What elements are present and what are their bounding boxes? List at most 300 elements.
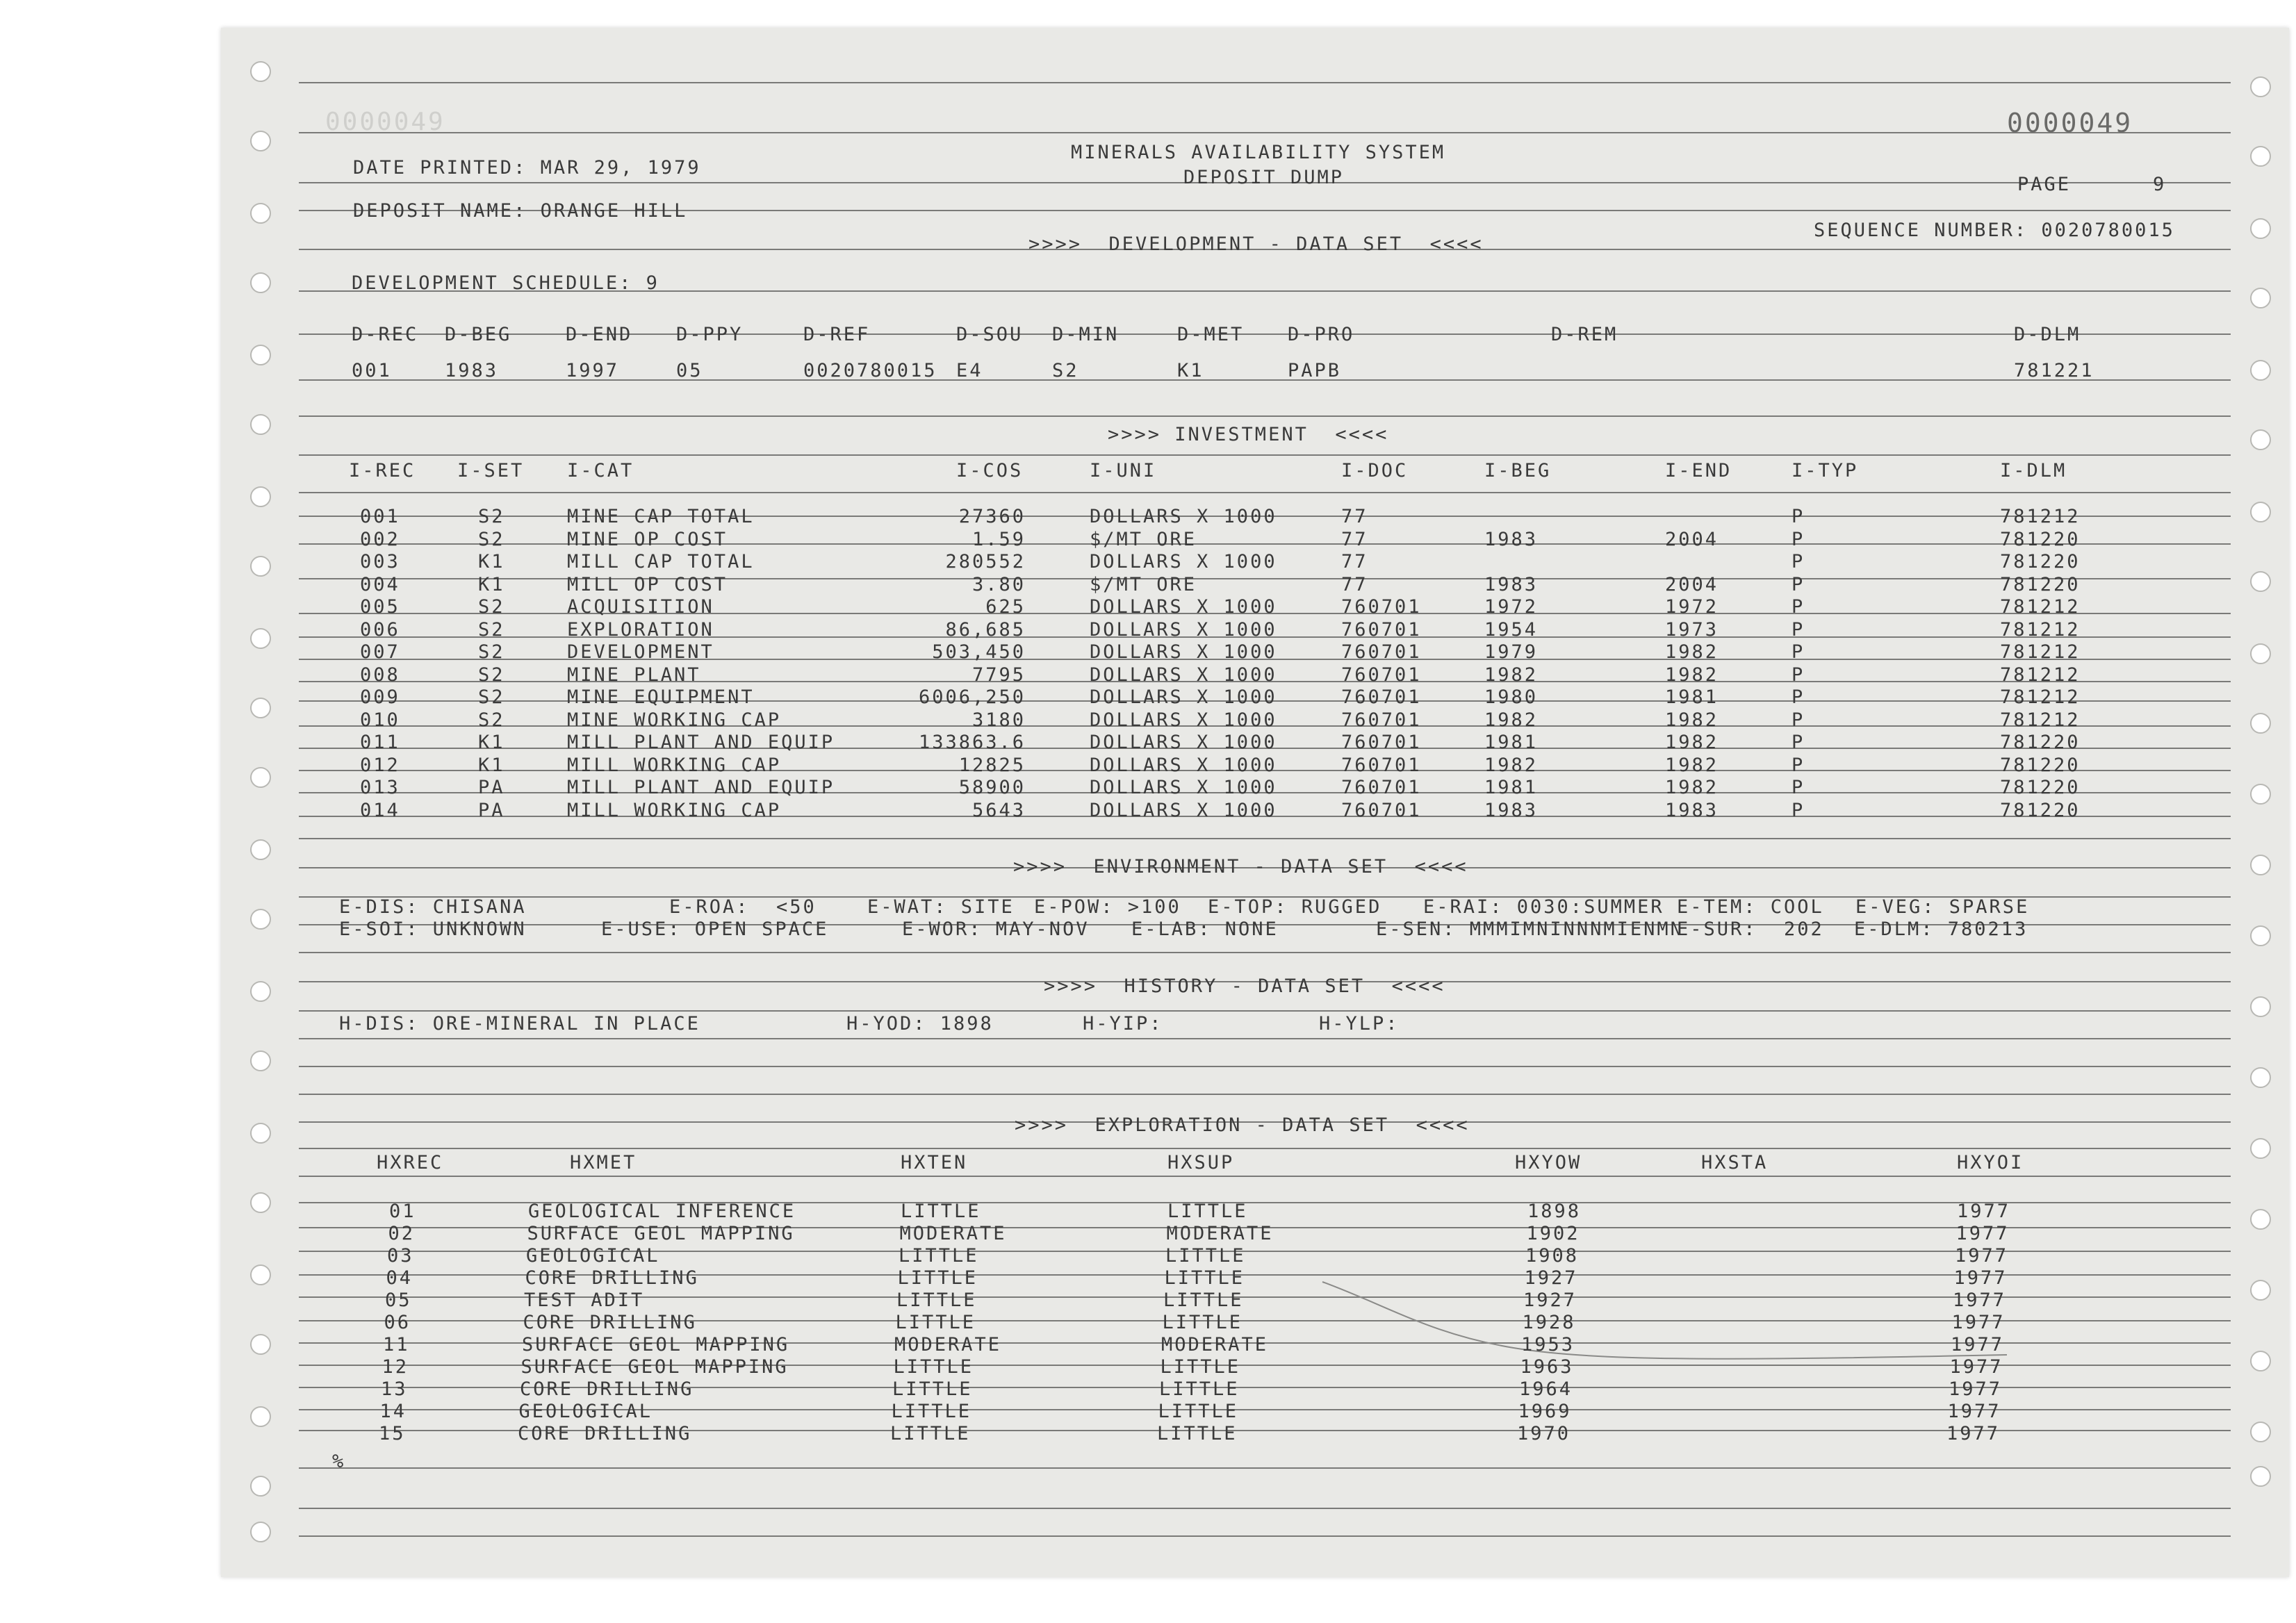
development-cell: PAPB	[1288, 360, 1342, 381]
investment-cell: $/MT ORE	[1090, 573, 1197, 595]
page-number: 9	[2153, 174, 2167, 195]
exploration-cell: LITTLE	[1164, 1267, 1245, 1289]
exploration-cell: MODERATE	[1166, 1223, 1274, 1244]
investment-cell: 1972	[1484, 596, 1539, 618]
investment-cell: P	[1791, 732, 1805, 753]
feed-hole	[250, 698, 271, 718]
investment-cell: 781220	[2000, 551, 2081, 572]
exploration-cell: SURFACE GEOL MAPPING	[527, 1223, 795, 1244]
exploration-cell: MODERATE	[1161, 1334, 1269, 1356]
investment-column-header: I-CAT	[567, 460, 634, 481]
investment-cell: 1982	[1665, 777, 1719, 798]
exploration-cell: 1977	[1953, 1290, 2007, 1311]
exploration-cell: 14	[379, 1401, 407, 1422]
ruled-line	[299, 1066, 2231, 1067]
investment-cell: DEVELOPMENT	[567, 641, 714, 663]
control-number: 0000049	[2007, 108, 2133, 138]
investment-cell: 1982	[1665, 709, 1719, 731]
investment-section-title: >>>> INVESTMENT <<<<	[1108, 424, 1389, 445]
exploration-cell: 1927	[1524, 1267, 1578, 1289]
investment-cell: 1983	[1484, 573, 1539, 595]
investment-cell: EXPLORATION	[567, 618, 714, 641]
environment-field: E-SUR: 202	[1677, 918, 1824, 940]
investment-cell: MINE EQUIPMENT	[567, 686, 755, 708]
sequence-number: SEQUENCE NUMBER: 0020780015	[1814, 220, 2175, 241]
investment-cell: MILL WORKING CAP	[567, 799, 782, 821]
investment-cell: 1982	[1665, 641, 1719, 663]
development-column-header: D-DLM	[2014, 324, 2081, 345]
investment-cell: K1	[478, 573, 505, 595]
investment-column-header: I-SET	[457, 460, 525, 481]
investment-cell: 1982	[1484, 709, 1539, 731]
investment-cell: 1982	[1484, 754, 1539, 776]
feed-hole	[2250, 1209, 2271, 1230]
exploration-cell: LITTLE	[893, 1356, 974, 1378]
investment-cell: 009	[360, 686, 400, 708]
ruled-line	[299, 1038, 2231, 1039]
exploration-cell: GEOLOGICAL	[526, 1245, 660, 1267]
investment-cell: 781220	[2000, 732, 2081, 753]
printout-page	[221, 28, 2289, 1577]
exploration-cell: LITTLE	[897, 1267, 978, 1289]
exploration-cell: 15	[379, 1423, 406, 1444]
exploration-cell: LITTLE	[1163, 1290, 1244, 1311]
development-column-header: D-END	[566, 324, 633, 345]
exploration-cell: LITTLE	[1159, 1378, 1240, 1400]
investment-cell: 781212	[2000, 709, 2081, 731]
feed-hole	[2250, 76, 2271, 97]
investment-cell: MILL WORKING CAP	[567, 754, 782, 776]
exploration-cell: 04	[386, 1267, 413, 1289]
environment-field: E-TEM: COOL	[1677, 896, 1824, 918]
development-column-header: D-REC	[352, 324, 419, 345]
feed-hole	[250, 1264, 271, 1285]
investment-cell: 1981	[1484, 777, 1539, 798]
investment-cell: 760701	[1341, 754, 1422, 776]
exploration-cell: 05	[385, 1290, 412, 1311]
investment-cell: DOLLARS X 1000	[1090, 754, 1277, 776]
investment-cell: 011	[360, 732, 400, 753]
investment-cell: P	[1791, 709, 1805, 731]
investment-cell: 1980	[1484, 686, 1539, 708]
exploration-cell: CORE DRILLING	[518, 1423, 692, 1444]
investment-cell: 781220	[2000, 573, 2081, 595]
exploration-cell: LITTLE	[1157, 1423, 1238, 1444]
investment-cell: S2	[478, 709, 505, 731]
investment-cell: 7795	[971, 664, 1026, 686]
investment-cell: P	[1791, 799, 1805, 821]
investment-cell: 760701	[1341, 686, 1422, 708]
feed-hole	[250, 909, 271, 930]
investment-column-header: I-COS	[956, 460, 1024, 481]
exploration-cell: GEOLOGICAL INFERENCE	[528, 1201, 796, 1222]
development-cell: K1	[1177, 360, 1204, 381]
development-column-header: D-REF	[803, 324, 871, 345]
investment-cell: K1	[478, 551, 505, 572]
feed-hole	[2250, 1067, 2271, 1088]
investment-cell: 002	[360, 528, 400, 550]
investment-cell: 1982	[1665, 664, 1719, 686]
investment-cell: DOLLARS X 1000	[1090, 618, 1277, 641]
environment-field: E-RAI: 0030:SUMMER	[1423, 896, 1664, 918]
investment-cell: S2	[478, 686, 505, 708]
development-cell: 781221	[2014, 360, 2094, 381]
exploration-cell: 1977	[1951, 1334, 2005, 1356]
investment-cell: 008	[360, 664, 400, 686]
feed-hole	[250, 131, 271, 151]
investment-cell: S2	[478, 596, 505, 618]
environment-field: E-USE: OPEN SPACE	[601, 918, 829, 940]
exploration-cell: 1977	[1949, 1378, 2003, 1400]
feed-hole	[2250, 643, 2271, 664]
investment-cell: 781212	[2000, 641, 2081, 663]
faded-control-number: 0000049	[325, 108, 445, 136]
feed-hole	[2250, 218, 2271, 239]
exploration-cell: LITTLE	[892, 1378, 973, 1400]
investment-cell: MILL CAP TOTAL	[567, 551, 755, 572]
exploration-cell: LITTLE	[1162, 1312, 1243, 1333]
investment-cell: MINE CAP TOTAL	[567, 506, 755, 527]
investment-cell: 5643	[971, 799, 1026, 821]
investment-cell: MILL PLANT AND EQUIP	[567, 777, 835, 798]
ruled-line	[299, 1010, 2231, 1012]
date-printed: DATE PRINTED: MAR 29, 1979	[353, 157, 701, 179]
exploration-cell: 06	[384, 1312, 411, 1333]
investment-cell: 781220	[2000, 528, 2081, 550]
investment-cell: 005	[360, 596, 400, 618]
feed-hole	[2250, 360, 2271, 381]
ruled-line	[299, 82, 2231, 83]
feed-hole	[2250, 1351, 2271, 1371]
investment-cell: P	[1791, 506, 1805, 527]
exploration-cell: 1977	[1957, 1201, 2011, 1222]
exploration-cell: LITTLE	[891, 1401, 972, 1422]
history-field: H-DIS: ORE-MINERAL IN PLACE	[339, 1013, 700, 1035]
investment-cell: DOLLARS X 1000	[1090, 732, 1277, 753]
investment-cell: 760701	[1341, 732, 1422, 753]
feed-hole	[2250, 855, 2271, 875]
investment-cell: 1983	[1484, 528, 1539, 550]
investment-cell: 1981	[1484, 732, 1539, 753]
exploration-cell: LITTLE	[895, 1312, 976, 1333]
investment-cell: 1972	[1665, 596, 1719, 618]
development-column-header: D-MIN	[1052, 324, 1120, 345]
investment-cell: 760701	[1341, 641, 1422, 663]
investment-cell: DOLLARS X 1000	[1090, 686, 1277, 708]
feed-hole	[250, 1334, 271, 1355]
investment-cell: P	[1791, 551, 1805, 572]
exploration-cell: 1928	[1522, 1312, 1576, 1333]
investment-cell: 760701	[1341, 709, 1422, 731]
investment-cell: 760701	[1341, 664, 1422, 686]
investment-cell: 1983	[1665, 799, 1719, 821]
environment-field: E-POW: >100	[1034, 896, 1181, 918]
investment-cell: 013	[360, 777, 400, 798]
feed-hole	[250, 61, 271, 82]
investment-cell: 001	[360, 506, 400, 527]
development-section-title: >>>> DEVELOPMENT - DATA SET <<<<	[1028, 233, 1484, 255]
investment-cell: K1	[478, 732, 505, 753]
investment-cell: P	[1791, 686, 1805, 708]
investment-cell: $/MT ORE	[1090, 528, 1197, 550]
investment-cell: P	[1791, 596, 1805, 618]
investment-cell: P	[1791, 618, 1805, 641]
investment-cell: S2	[478, 664, 505, 686]
investment-cell: P	[1791, 777, 1805, 798]
feed-hole	[2250, 571, 2271, 592]
feed-hole	[2250, 288, 2271, 308]
development-column-header: D-SOU	[956, 324, 1024, 345]
environment-section-title: >>>> ENVIRONMENT - DATA SET <<<<	[1013, 856, 1468, 878]
investment-column-header: I-END	[1665, 460, 1732, 481]
report-title: DEPOSIT DUMP	[1183, 167, 1345, 188]
exploration-cell: 02	[388, 1223, 416, 1244]
exploration-cell: 1977	[1955, 1223, 2010, 1244]
ruled-line	[299, 1176, 2231, 1177]
exploration-cell: 01	[389, 1201, 416, 1222]
feed-hole	[2250, 1138, 2271, 1159]
investment-cell: DOLLARS X 1000	[1090, 709, 1277, 731]
exploration-cell: TEST ADIT	[524, 1290, 645, 1311]
development-cell: 001	[352, 360, 392, 381]
feed-hole	[250, 486, 271, 507]
feed-hole	[250, 628, 271, 649]
investment-cell: 781220	[2000, 799, 2081, 821]
investment-cell: 12825	[958, 754, 1026, 776]
investment-cell: 77	[1341, 528, 1368, 550]
deposit-name: DEPOSIT NAME: ORANGE HILL	[353, 200, 688, 222]
investment-cell: 007	[360, 641, 400, 663]
investment-cell: 1.59	[971, 528, 1026, 550]
feed-hole	[250, 345, 271, 365]
investment-cell: 781220	[2000, 777, 2081, 798]
development-column-header: D-MET	[1177, 324, 1245, 345]
exploration-cell: 1969	[1518, 1401, 1572, 1422]
exploration-cell: LITTLE	[1165, 1245, 1246, 1267]
investment-cell: 1982	[1484, 664, 1539, 686]
investment-cell: MINE WORKING CAP	[567, 709, 782, 731]
investment-cell: DOLLARS X 1000	[1090, 664, 1277, 686]
investment-cell: 77	[1341, 506, 1368, 527]
ruled-line	[299, 1467, 2231, 1469]
exploration-cell: GEOLOGICAL	[518, 1401, 653, 1422]
development-schedule: DEVELOPMENT SCHEDULE: 9	[352, 272, 659, 294]
history-section-title: >>>> HISTORY - DATA SET <<<<	[1044, 975, 1445, 997]
investment-cell: DOLLARS X 1000	[1090, 596, 1277, 618]
development-column-header: D-PPY	[676, 324, 744, 345]
investment-cell: P	[1791, 573, 1805, 595]
exploration-cell: 03	[387, 1245, 414, 1267]
investment-cell: 781212	[2000, 596, 2081, 618]
investment-cell: K1	[478, 754, 505, 776]
exploration-cell: 1977	[1947, 1401, 2001, 1422]
exploration-cell: LITTLE	[901, 1201, 981, 1222]
investment-cell: 012	[360, 754, 400, 776]
investment-cell: S2	[478, 506, 505, 527]
feed-hole	[2250, 429, 2271, 450]
exploration-cell: LITTLE	[890, 1423, 971, 1444]
investment-cell: 1973	[1665, 618, 1719, 641]
development-cell: 0020780015	[803, 360, 937, 381]
investment-column-header: I-DLM	[2000, 460, 2067, 481]
investment-cell: 58900	[958, 777, 1026, 798]
history-field: H-YIP:	[1083, 1013, 1163, 1035]
feed-hole	[2250, 1422, 2271, 1442]
investment-cell: 760701	[1341, 777, 1422, 798]
development-column-header: D-BEG	[445, 324, 512, 345]
history-field: H-YLP:	[1319, 1013, 1400, 1035]
investment-cell: 014	[360, 799, 400, 821]
exploration-column-header: HXMET	[570, 1152, 637, 1173]
investment-cell: 1982	[1665, 732, 1719, 753]
ruled-line	[299, 1508, 2231, 1509]
development-cell: S2	[1052, 360, 1079, 381]
feed-hole	[250, 414, 271, 435]
investment-cell: S2	[478, 528, 505, 550]
investment-cell: PA	[478, 777, 505, 798]
investment-cell: PA	[478, 799, 505, 821]
feed-hole	[250, 272, 271, 293]
ruled-line	[299, 1148, 2231, 1149]
exploration-cell: LITTLE	[896, 1290, 977, 1311]
investment-cell: MILL PLANT AND EQUIP	[567, 732, 835, 753]
investment-cell: P	[1791, 754, 1805, 776]
exploration-cell: LITTLE	[1160, 1356, 1241, 1378]
ruled-line	[299, 1094, 2231, 1095]
feed-hole	[250, 981, 271, 1002]
investment-cell: 781212	[2000, 506, 2081, 527]
feed-hole	[2250, 784, 2271, 805]
investment-cell: 1981	[1665, 686, 1719, 708]
investment-cell: 781212	[2000, 686, 2081, 708]
investment-column-header: I-REC	[349, 460, 416, 481]
ruled-line	[299, 492, 2231, 493]
feed-hole	[2250, 996, 2271, 1017]
exploration-column-header: HXYOW	[1515, 1152, 1582, 1173]
feed-hole	[2250, 925, 2271, 946]
investment-cell: 2004	[1665, 528, 1719, 550]
development-cell: 1983	[445, 360, 499, 381]
environment-field: E-DLM: 780213	[1854, 918, 2028, 940]
page-label: PAGE	[2017, 174, 2072, 195]
ruled-line	[299, 415, 2231, 417]
exploration-cell: 13	[381, 1378, 408, 1400]
feed-hole	[250, 1123, 271, 1144]
feed-hole	[2250, 1280, 2271, 1301]
feed-hole	[2250, 1466, 2271, 1487]
exploration-cell: CORE DRILLING	[523, 1312, 697, 1333]
investment-cell: 503,450	[932, 641, 1026, 663]
investment-cell: 1982	[1665, 754, 1719, 776]
investment-cell: 003	[360, 551, 400, 572]
exploration-cell: 1908	[1525, 1245, 1580, 1267]
exploration-cell: 1977	[1953, 1267, 2008, 1289]
environment-field: E-VEG: SPARSE	[1855, 896, 2030, 918]
feed-hole	[250, 839, 271, 860]
investment-cell: 77	[1341, 551, 1368, 572]
history-field: H-YOD: 1898	[846, 1013, 994, 1035]
exploration-cell: 1977	[1951, 1312, 2006, 1333]
exploration-cell: SURFACE GEOL MAPPING	[522, 1334, 790, 1356]
investment-cell: 1979	[1484, 641, 1539, 663]
investment-cell: MINE OP COST	[567, 528, 728, 550]
ruled-line	[299, 838, 2231, 839]
exploration-cell: SURFACE GEOL MAPPING	[520, 1356, 789, 1378]
feed-hole	[250, 1476, 271, 1497]
investment-cell: 760701	[1341, 799, 1422, 821]
investment-cell: 280552	[945, 551, 1026, 572]
ruled-line	[299, 454, 2231, 456]
investment-cell: 2004	[1665, 573, 1719, 595]
investment-cell: 1954	[1484, 618, 1539, 641]
exploration-cell: CORE DRILLING	[525, 1267, 699, 1289]
feed-hole	[250, 1522, 271, 1542]
development-cell: 1997	[566, 360, 620, 381]
investment-cell: 781220	[2000, 754, 2081, 776]
investment-cell: 6006,250	[918, 686, 1026, 708]
feed-hole	[2250, 713, 2271, 734]
environment-field: E-WAT: SITE	[867, 896, 1015, 918]
exploration-cell: 1977	[1946, 1423, 2001, 1444]
end-marker: %	[332, 1451, 346, 1472]
investment-cell: 625	[985, 596, 1026, 618]
investment-cell: 004	[360, 573, 400, 595]
exploration-section-title: >>>> EXPLORATION - DATA SET <<<<	[1015, 1114, 1470, 1136]
development-column-header: D-REM	[1551, 324, 1618, 345]
environment-field: E-WOR: MAY-NOV	[902, 918, 1090, 940]
ruled-line	[299, 952, 2231, 953]
exploration-cell: MODERATE	[899, 1223, 1007, 1244]
exploration-cell: 11	[383, 1334, 410, 1356]
exploration-cell: LITTLE	[1167, 1201, 1248, 1222]
exploration-column-header: HXREC	[377, 1152, 444, 1173]
development-cell: 05	[676, 360, 703, 381]
exploration-column-header: HXSTA	[1701, 1152, 1769, 1173]
environment-field: E-SEN: MMMIMNINNNMIENMN	[1376, 918, 1684, 940]
exploration-cell: 1964	[1519, 1378, 1573, 1400]
investment-column-header: I-BEG	[1484, 460, 1552, 481]
investment-cell: 3180	[971, 709, 1026, 731]
investment-cell: P	[1791, 528, 1805, 550]
system-title: MINERALS AVAILABILITY SYSTEM	[1071, 142, 1446, 163]
investment-cell: 781212	[2000, 664, 2081, 686]
exploration-column-header: HXSUP	[1167, 1152, 1235, 1173]
investment-cell: DOLLARS X 1000	[1090, 641, 1277, 663]
ruled-line	[299, 132, 2231, 133]
exploration-cell: 1977	[1955, 1245, 2009, 1267]
exploration-cell: LITTLE	[899, 1245, 979, 1267]
exploration-column-header: HXTEN	[901, 1152, 968, 1173]
investment-cell: MILL OP COST	[567, 573, 728, 595]
investment-cell: DOLLARS X 1000	[1090, 777, 1277, 798]
exploration-cell: 12	[382, 1356, 409, 1378]
investment-cell: S2	[478, 618, 505, 641]
investment-cell: ACQUISITION	[567, 596, 714, 618]
exploration-cell: 1970	[1517, 1423, 1571, 1444]
feed-hole	[250, 203, 271, 224]
exploration-cell: 1977	[1949, 1356, 2003, 1378]
investment-cell: 27360	[958, 506, 1026, 527]
investment-column-header: I-UNI	[1090, 460, 1157, 481]
investment-cell: DOLLARS X 1000	[1090, 799, 1277, 821]
exploration-cell: 1902	[1526, 1223, 1580, 1244]
investment-column-header: I-TYP	[1791, 460, 1859, 481]
exploration-column-header: HXYOI	[1957, 1152, 2024, 1173]
environment-field: E-TOP: RUGGED	[1208, 896, 1382, 918]
feed-hole	[2250, 146, 2271, 167]
exploration-cell: 1898	[1527, 1201, 1582, 1222]
feed-hole	[250, 556, 271, 577]
